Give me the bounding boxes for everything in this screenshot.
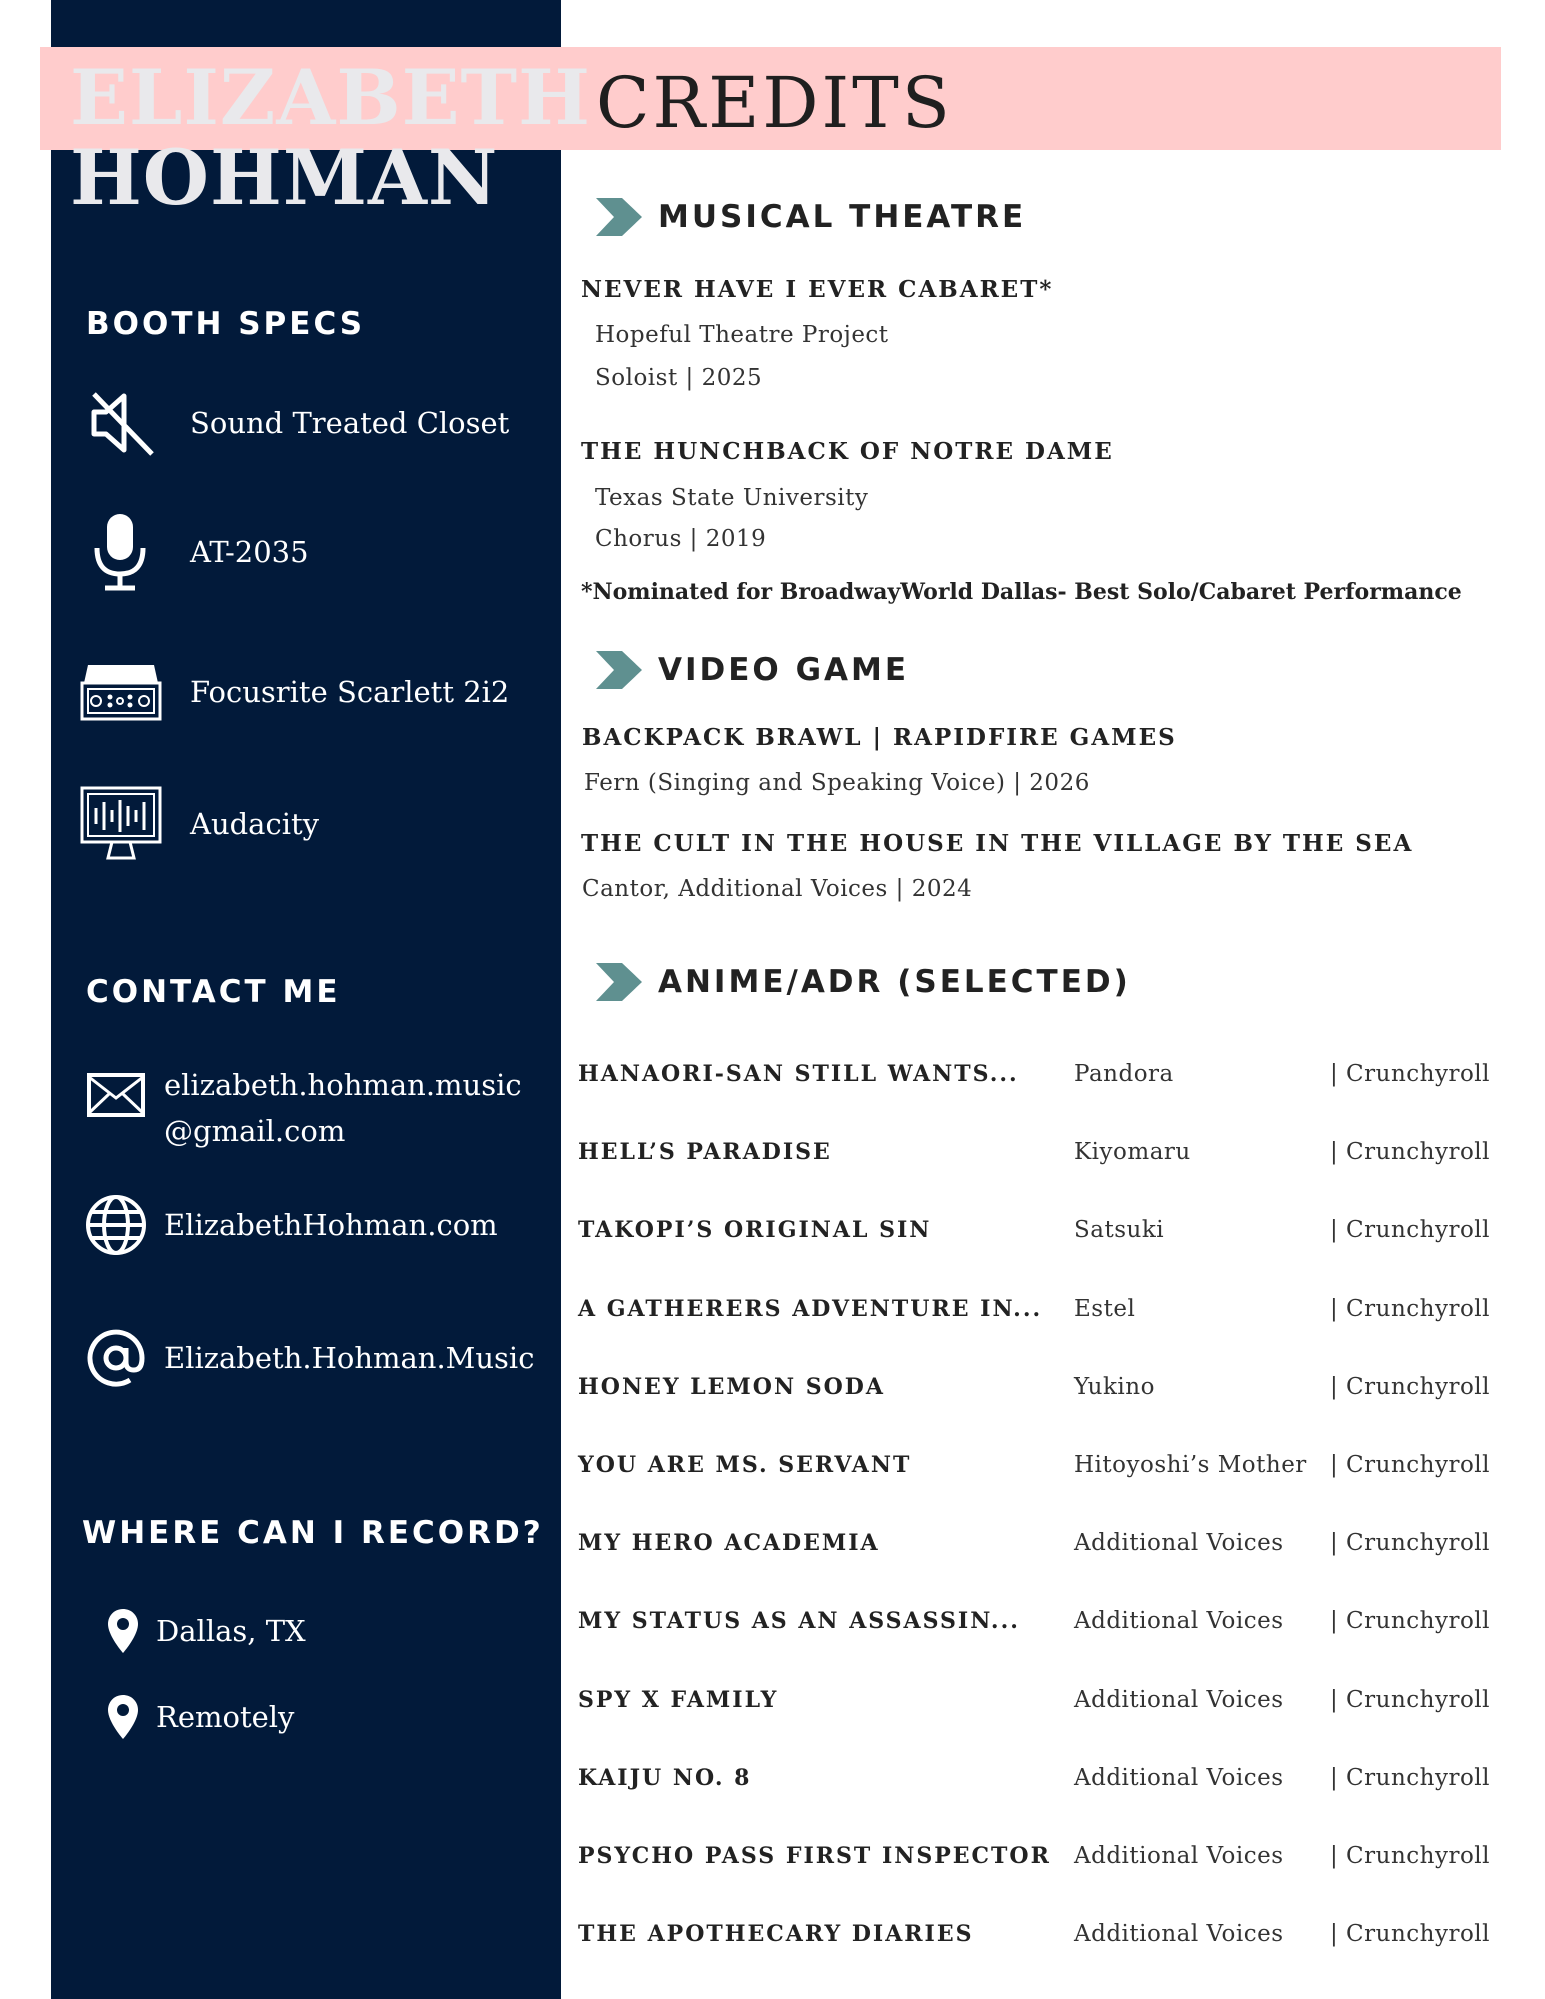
email-text[interactable] (164, 1062, 522, 1154)
name-heading (70, 53, 591, 222)
table-row (578, 1452, 1498, 1492)
table-row (578, 1608, 1498, 1648)
anime-role: Additional Voices (1074, 1765, 1284, 1791)
table-row (578, 1530, 1498, 1570)
map-pin-icon (106, 1693, 140, 1741)
anime-title: MY STATUS AS AN ASSASSIN... (578, 1608, 1020, 1634)
location-item (106, 1606, 306, 1656)
credit-company: Hopeful Theatre Project (595, 322, 889, 348)
musical-theatre-heading (596, 198, 1026, 236)
credit-role: Chorus | 2019 (595, 526, 767, 552)
table-row (578, 1687, 1498, 1727)
microphone-icon (84, 512, 158, 592)
credit-title: THE CULT IN THE HOUSE IN THE VILLAGE BY THE SEA (581, 830, 1414, 857)
anime-studio: | Crunchyroll (1330, 1296, 1491, 1322)
credit-role: Soloist | 2025 (595, 365, 763, 391)
anime-title: PSYCHO PASS FIRST INSPECTOR (578, 1843, 1051, 1869)
anime-role: Additional Voices (1074, 1687, 1284, 1713)
video-game-heading (596, 651, 909, 689)
contact-heading: CONTACT ME (86, 974, 341, 1010)
email-line-1[interactable]: elizabeth.hohman.music (164, 1068, 522, 1102)
credit-role: Fern (Singing and Speaking Voice) | 2026 (584, 770, 1090, 796)
anime-studio: | Crunchyroll (1330, 1374, 1491, 1400)
booth-item-label: Audacity (190, 807, 320, 841)
section-heading-text: MUSICAL THEATRE (658, 199, 1027, 235)
email-line-2[interactable]: @gmail.com (164, 1114, 346, 1148)
table-row (578, 1061, 1498, 1101)
anime-title: KAIJU NO. 8 (578, 1765, 752, 1791)
booth-item-label: Sound Treated Closet (190, 406, 510, 440)
table-row (578, 1217, 1498, 1257)
chevron-right-icon (596, 651, 642, 689)
anime-studio: | Crunchyroll (1330, 1765, 1491, 1791)
contact-website[interactable] (84, 1192, 498, 1258)
chevron-right-icon (596, 198, 642, 236)
table-row (578, 1296, 1498, 1336)
website-link[interactable]: ElizabethHohman.com (164, 1208, 498, 1242)
anime-role: Pandora (1074, 1061, 1174, 1087)
credit-company: Texas State University (595, 485, 869, 511)
table-row (578, 1374, 1498, 1414)
muted-speaker-icon (84, 388, 158, 458)
table-row (578, 1843, 1498, 1883)
anime-title: A GATHERERS ADVENTURE IN... (578, 1296, 1043, 1322)
booth-item-label: AT-2035 (190, 535, 309, 569)
anime-role: Hitoyoshi’s Mother (1074, 1452, 1307, 1478)
anime-title: HANAORI-SAN STILL WANTS... (578, 1061, 1019, 1087)
booth-item-interface (80, 660, 509, 724)
anime-role: Additional Voices (1074, 1921, 1284, 1947)
booth-item-mic (84, 512, 309, 592)
anime-studio: | Crunchyroll (1330, 1687, 1491, 1713)
credit-title: THE HUNCHBACK OF NOTRE DAME (581, 438, 1114, 465)
table-row (578, 1139, 1498, 1179)
table-row (578, 1921, 1498, 1961)
anime-studio: | Crunchyroll (1330, 1530, 1491, 1556)
anime-studio: | Crunchyroll (1330, 1608, 1491, 1634)
anime-studio: | Crunchyroll (1330, 1921, 1491, 1947)
booth-item-software (80, 786, 319, 862)
anime-role: Additional Voices (1074, 1530, 1284, 1556)
anime-role: Estel (1074, 1296, 1136, 1322)
envelope-icon (84, 1072, 148, 1118)
anime-role: Satsuki (1074, 1217, 1165, 1243)
anime-title: HONEY LEMON SODA (578, 1374, 885, 1400)
anime-role: Additional Voices (1074, 1608, 1284, 1634)
anime-title: TAKOPI’S ORIGINAL SIN (578, 1217, 932, 1243)
anime-role: Additional Voices (1074, 1843, 1284, 1869)
anime-studio: | Crunchyroll (1330, 1217, 1491, 1243)
anime-title: HELL’S PARADISE (578, 1139, 832, 1165)
credit-title: BACKPACK BRAWL | RAPIDFIRE GAMES (582, 724, 1177, 751)
credits-title: CREDITS (596, 62, 953, 144)
anime-heading (596, 963, 1131, 1001)
location-label: Dallas, TX (156, 1614, 306, 1648)
anime-title: YOU ARE MS. SERVANT (578, 1452, 912, 1478)
at-sign-icon (84, 1326, 148, 1390)
booth-item-label: Focusrite Scarlett 2i2 (190, 675, 510, 709)
anime-studio: | Crunchyroll (1330, 1843, 1491, 1869)
last-name: HOHMAN (70, 133, 499, 222)
anime-title: THE APOTHECARY DIARIES (578, 1921, 974, 1947)
anime-studio: | Crunchyroll (1330, 1139, 1491, 1165)
audio-interface-icon (80, 663, 162, 721)
anime-studio: | Crunchyroll (1330, 1452, 1491, 1478)
anime-role: Yukino (1074, 1374, 1155, 1400)
globe-icon (84, 1193, 148, 1257)
credit-role: Cantor, Additional Voices | 2024 (582, 876, 973, 902)
nomination-note: *Nominated for BroadwayWorld Dallas- Best Solo/Cabaret Performance (581, 579, 1462, 605)
booth-specs-heading: BOOTH SPECS (86, 306, 366, 342)
chevron-right-icon (596, 963, 642, 1001)
section-heading-text: VIDEO GAME (658, 652, 910, 688)
map-pin-icon (106, 1607, 140, 1655)
credit-title: NEVER HAVE I EVER CABARET* (581, 276, 1054, 303)
anime-title: SPY X FAMILY (578, 1687, 779, 1713)
location-item (106, 1692, 294, 1742)
audio-monitor-icon (80, 786, 162, 862)
anime-studio: | Crunchyroll (1330, 1061, 1491, 1087)
booth-item-closet (84, 388, 509, 458)
anime-role: Kiyomaru (1074, 1139, 1191, 1165)
contact-email[interactable] (84, 1062, 522, 1154)
social-handle[interactable]: Elizabeth.Hohman.Music (164, 1341, 535, 1375)
contact-social[interactable] (84, 1325, 534, 1391)
table-row (578, 1765, 1498, 1805)
first-name: ELIZABETH (70, 53, 591, 142)
anime-title: MY HERO ACADEMIA (578, 1530, 880, 1556)
section-heading-text: ANIME/ADR (SELECTED) (658, 964, 1131, 1000)
location-label: Remotely (156, 1700, 295, 1734)
record-heading: WHERE CAN I RECORD? (82, 1515, 544, 1551)
